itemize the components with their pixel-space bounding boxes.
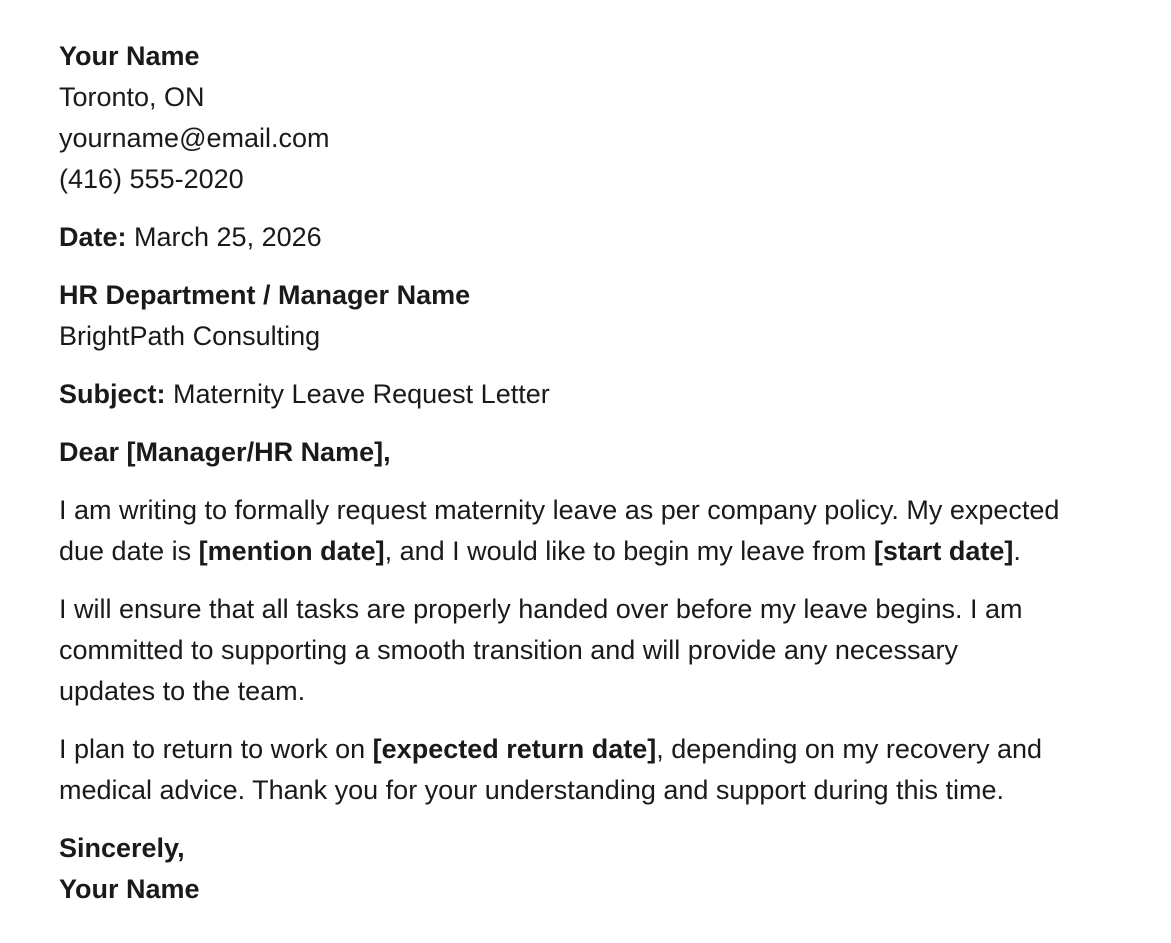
paragraph-2: I will ensure that all tasks are properly handed over before my leave begins. I am committed to supporting a smooth transition and will provide any necessary updates to the team. — [59, 594, 1023, 706]
paragraph-2-block — [59, 589, 1061, 712]
sender-email: yourname@email.com — [59, 123, 330, 153]
closing-block — [59, 828, 1061, 910]
valediction: Sincerely, — [59, 833, 185, 863]
paragraph-1-text-part-1: I am writing to formally request maternity leave as per company policy. My expected due date is — [59, 495, 1060, 566]
paragraph-1-placeholder-mention-date: [mention date] — [198, 536, 385, 566]
subject-line — [59, 374, 1061, 415]
recipient-name: HR Department / Manager Name — [59, 280, 471, 310]
date-line — [59, 217, 1061, 258]
letter-body — [59, 36, 1061, 910]
paragraph-3-text-part-2: , depending on my recovery and medical advice. Thank you for your understanding and support during this time. — [59, 734, 1042, 805]
paragraph-1-text-part-3: . — [1013, 536, 1021, 566]
salutation: Dear [Manager/HR Name], — [59, 437, 391, 467]
subject-value: Maternity Leave Request Letter — [165, 379, 550, 409]
date-value: March 25, 2026 — [126, 222, 322, 252]
paragraph-1-placeholder-start-date: [start date] — [873, 536, 1014, 566]
date-block — [59, 217, 1061, 258]
recipient-company: BrightPath Consulting — [59, 321, 321, 351]
sender-block — [59, 36, 1061, 200]
paragraph-1 — [59, 490, 1061, 572]
subject-block — [59, 374, 1061, 415]
paragraph-1-block — [59, 490, 1061, 572]
sender-location: Toronto, ON — [59, 82, 205, 112]
sender-name: Your Name — [59, 41, 200, 71]
salutation-block — [59, 432, 1061, 473]
recipient-block — [59, 275, 1061, 357]
signature-name: Your Name — [59, 874, 200, 904]
paragraph-3-block — [59, 729, 1061, 811]
date-label: Date: — [59, 222, 127, 252]
sender-phone: (416) 555-2020 — [59, 164, 244, 194]
subject-label: Subject: — [59, 379, 166, 409]
paragraph-3 — [59, 729, 1061, 811]
paragraph-3-text-part-1: I plan to return to work on — [59, 734, 373, 764]
paragraph-3-placeholder-expected-return-date: [expected return date] — [372, 734, 657, 764]
paragraph-1-text-part-2: , and I would like to begin my leave from — [384, 536, 874, 566]
